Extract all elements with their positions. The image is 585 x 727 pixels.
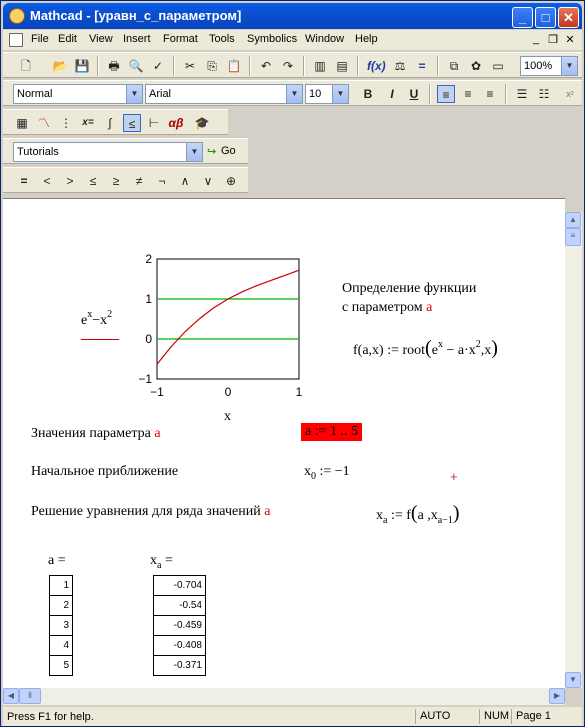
menu-format[interactable]: Format xyxy=(163,33,198,45)
evaluation-icon[interactable]: x= xyxy=(82,117,94,128)
plot-area[interactable] xyxy=(128,254,318,414)
table-cell: -0.54 xyxy=(154,596,206,616)
table-row xyxy=(154,616,206,636)
mdi-minimize-button[interactable]: _ xyxy=(532,33,540,45)
undo-icon[interactable]: ↶ xyxy=(260,59,272,73)
resources-select[interactable]: Tutorials ▼ xyxy=(13,142,203,162)
table-cell: -0.371 xyxy=(154,656,206,676)
x-tick-label: 1 xyxy=(295,385,303,399)
table-cell: 3 xyxy=(50,616,73,636)
table-row xyxy=(50,596,73,616)
graph-icon[interactable]: 〽 xyxy=(37,116,50,130)
spell-check-icon[interactable]: ✓ xyxy=(152,59,164,73)
matrix-icon[interactable]: ⋮ xyxy=(60,116,72,130)
maximize-button[interactable]: □ xyxy=(535,7,556,28)
redo-icon[interactable]: ↷ xyxy=(282,59,294,73)
definition-text-2[interactable]: с параметром a xyxy=(342,300,433,315)
initial-label[interactable]: Начальное приближение xyxy=(31,464,179,479)
table-row xyxy=(50,656,73,676)
programming-icon[interactable]: ⊢ xyxy=(148,116,160,130)
table-cell: 2 xyxy=(50,596,73,616)
style-select[interactable]: Normal ▼ xyxy=(13,84,143,104)
save-icon[interactable]: 💾 xyxy=(74,59,90,73)
table-cell: 1 xyxy=(50,576,73,596)
insert-unit-icon[interactable]: ⚖ xyxy=(394,59,406,73)
chevron-down-icon: ▼ xyxy=(332,85,348,103)
horizontal-scrollbar[interactable] xyxy=(3,688,565,705)
y-tick-label: −1 xyxy=(138,372,152,386)
window-title: Mathcad - [уравн_с_параметром] xyxy=(30,8,242,23)
x-tick-label: −1 xyxy=(150,385,164,399)
align-right-icon[interactable]: ≡ xyxy=(486,87,494,101)
insert-function-icon[interactable]: f(x) xyxy=(367,59,386,73)
boolean-icon[interactable]: ≤ xyxy=(123,114,141,132)
menu-window[interactable]: Window xyxy=(305,33,345,45)
vertical-scrollbar[interactable] xyxy=(565,212,582,688)
numbering-icon[interactable]: ☷ xyxy=(538,87,550,101)
mathcad-app-icon xyxy=(9,8,25,24)
bool-equal-button[interactable]: = xyxy=(20,174,28,188)
table-x[interactable] xyxy=(153,575,206,676)
plot-trace-legend xyxy=(81,339,119,340)
print-icon[interactable]: 🖶 xyxy=(108,59,120,73)
bool-greater-button[interactable]: > xyxy=(66,174,74,188)
plot-frame xyxy=(157,259,299,379)
menu-file[interactable]: File xyxy=(31,33,49,45)
y-tick-label: 2 xyxy=(145,254,152,266)
formatting-toolbar xyxy=(3,80,582,106)
align-across-icon[interactable]: ▥ xyxy=(314,59,326,73)
go-button[interactable]: Go xyxy=(221,145,236,157)
table-cell: -0.408 xyxy=(154,636,206,656)
status-help: Press F1 for help. xyxy=(7,711,94,723)
math-toolbar xyxy=(3,109,228,135)
menu-view[interactable]: View xyxy=(89,33,113,45)
function-definition[interactable]: f(a,x) := $root(e^x - a\cdot x^2,x)$ xyxy=(353,337,498,359)
chevron-down-icon: ▼ xyxy=(286,85,302,103)
table-cell: -0.704 xyxy=(154,576,206,596)
menu-tools[interactable]: Tools xyxy=(209,33,235,45)
zoom-select[interactable]: 100% ▼ xyxy=(520,56,578,76)
boolean-toolbar xyxy=(3,167,248,193)
open-icon[interactable]: 📂 xyxy=(52,59,68,73)
mdi-close-button[interactable]: ✕ xyxy=(565,34,575,46)
calculate-icon[interactable]: = xyxy=(418,59,426,73)
scroll-left-icon[interactable]: ◀ xyxy=(3,688,19,704)
superscript-icon[interactable]: x² xyxy=(566,89,574,99)
font-size-select[interactable]: 10 ▼ xyxy=(305,84,349,104)
table-cell: 5 xyxy=(50,656,73,676)
menu-help[interactable]: Help xyxy=(355,33,378,45)
bool-not-button[interactable]: ¬ xyxy=(158,174,166,188)
values-label[interactable]: Значения параметра a xyxy=(31,426,161,441)
hscroll-thumb[interactable]: ⦀ xyxy=(19,688,41,704)
status-page: Page 1 xyxy=(511,709,561,724)
align-left-icon[interactable]: ≡ xyxy=(437,85,455,103)
status-bar xyxy=(3,707,582,726)
symbolic-icon[interactable]: 🎓 xyxy=(194,116,210,130)
bold-button[interactable]: B xyxy=(363,87,373,101)
new-icon[interactable]: 🗋 xyxy=(21,59,31,73)
status-num: NUM xyxy=(479,709,511,724)
plot-y-axis-label[interactable]: $e^x-x^2$ xyxy=(81,309,113,328)
y-tick-label: 1 xyxy=(145,292,152,306)
initial-definition[interactable]: $x_0$ := −1 xyxy=(304,464,350,482)
go-arrow-icon[interactable]: ↪ xyxy=(207,146,217,158)
resources-toolbar xyxy=(3,138,248,164)
scroll-thumb[interactable]: ≡ xyxy=(565,228,581,246)
bool-xor-button[interactable]: ⊕ xyxy=(225,174,237,188)
close-button[interactable]: ✕ xyxy=(558,7,579,28)
italic-button[interactable]: I xyxy=(390,87,394,101)
x-tick-label: 0 xyxy=(224,385,232,399)
cut-icon[interactable]: ✂ xyxy=(184,59,196,73)
status-auto: AUTO xyxy=(415,709,479,724)
table-row xyxy=(154,576,206,596)
resource-center-icon[interactable]: ✿ xyxy=(470,59,482,73)
table-row xyxy=(154,636,206,656)
bool-ge-button[interactable]: ≥ xyxy=(112,174,120,188)
scroll-right-icon[interactable]: ▶ xyxy=(549,688,565,704)
table-a-header[interactable]: a = xyxy=(48,553,66,568)
menu-symbolics[interactable]: Symbolics xyxy=(247,33,298,45)
table-row xyxy=(50,576,73,596)
menu-edit[interactable]: Edit xyxy=(58,33,77,45)
bullets-icon[interactable]: ☰ xyxy=(516,87,528,101)
calculus-icon[interactable]: ∫ xyxy=(108,116,112,130)
bool-le-button[interactable]: ≤ xyxy=(89,174,97,188)
definition-text-1[interactable]: Определение функции xyxy=(342,281,477,296)
bool-ne-button[interactable]: ≠ xyxy=(135,174,143,188)
menu-bar xyxy=(3,30,582,50)
chevron-down-icon: ▼ xyxy=(126,85,142,103)
solution-definition[interactable]: $x_a$ := f(a $,x_{a-1}$) xyxy=(376,502,460,526)
insert-component-icon[interactable]: ⧉ xyxy=(449,59,459,73)
table-row xyxy=(50,636,73,656)
range-definition[interactable]: a := 1 .. 5 xyxy=(301,423,362,441)
bool-and-button[interactable]: ∧ xyxy=(180,174,190,188)
menu-insert[interactable]: Insert xyxy=(123,33,151,45)
worksheet[interactable] xyxy=(3,198,565,688)
chevron-down-icon: ▼ xyxy=(186,143,202,161)
print-preview-icon[interactable]: 🔍 xyxy=(128,59,144,73)
calculator-icon[interactable]: ▦ xyxy=(16,116,28,130)
table-cell: 4 xyxy=(50,636,73,656)
table-row xyxy=(154,596,206,616)
table-a[interactable] xyxy=(49,575,73,676)
minimize-button[interactable]: _ xyxy=(512,7,533,28)
solution-label[interactable]: Решение уравнения для ряда значений a xyxy=(31,504,271,519)
plot-x-axis-label[interactable]: x xyxy=(224,409,231,424)
table-row xyxy=(50,616,73,636)
document-icon[interactable] xyxy=(9,33,23,47)
standard-toolbar xyxy=(3,52,582,78)
bool-or-button[interactable]: ∨ xyxy=(203,174,213,188)
scroll-up-icon[interactable]: ▲ xyxy=(565,212,581,228)
paste-icon[interactable]: 📋 xyxy=(226,59,242,73)
align-center-icon[interactable]: ≡ xyxy=(464,87,472,101)
copy-icon[interactable]: ⎘ xyxy=(207,59,217,73)
table-cell: -0.459 xyxy=(154,616,206,636)
title-bar[interactable] xyxy=(3,3,582,29)
table-row xyxy=(154,656,206,676)
y-tick-label: 0 xyxy=(145,332,152,346)
mdi-restore-button[interactable]: ❐ xyxy=(548,34,558,46)
bool-less-button[interactable]: < xyxy=(43,174,51,188)
table-x-header[interactable]: $x_a$ = xyxy=(150,553,173,571)
scroll-down-icon[interactable]: ▼ xyxy=(565,672,581,688)
font-select[interactable]: Arial ▼ xyxy=(145,84,303,104)
align-down-icon[interactable]: ▤ xyxy=(336,59,348,73)
crosshair-cursor: + xyxy=(450,469,458,484)
help-icon[interactable]: ▭ xyxy=(492,59,504,73)
underline-button[interactable]: U xyxy=(409,87,419,101)
greek-icon[interactable]: αβ xyxy=(168,116,184,130)
chevron-down-icon: ▼ xyxy=(561,57,577,75)
